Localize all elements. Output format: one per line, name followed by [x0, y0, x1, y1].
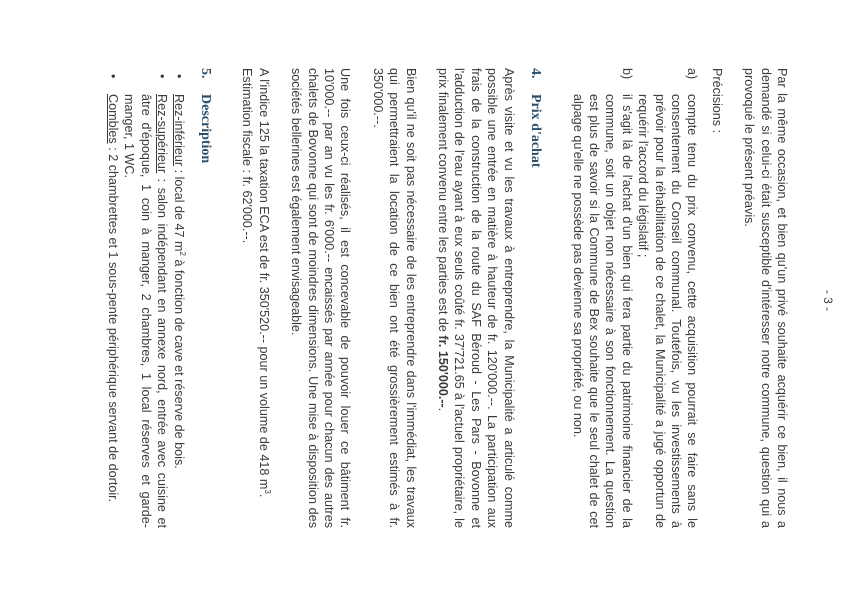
list-marker: a) — [685, 68, 700, 80]
floor-text: : 2 chambrettes et 1 sous-pente périphérique servant de dortoir. — [106, 143, 120, 503]
list-item — [170, 74, 187, 528]
list-item — [635, 68, 701, 528]
list-item-text: compte tenu du prix convenu, cette acquisition pourrait se faire sans le consentement du Conseil communal. Toutefois, vu les investissements à prévoir pour la réhabilitation de ce chalet, la Municipalité a jugé opportun de requérir l'accord du législatif ; — [636, 94, 700, 528]
list-item — [569, 68, 635, 528]
floor-text-end: à fonction de cave et réserve de bois. — [171, 255, 186, 469]
eca-exponent: 3 — [263, 489, 273, 494]
page-number: - 3 - — [821, 289, 835, 312]
list-item — [105, 74, 121, 528]
section-title: Prix d'achat — [528, 94, 544, 168]
fiscal-line: Estimation fiscale : fr. 62'000.--. — [240, 68, 255, 244]
floor-text: : salon indépendant en annexe nord, entrée avec cuisine et âtre d'époque, 1 coin à manger, 2 chambres, 1 local réserves et garde-manger, 1 WC. — [122, 94, 170, 528]
floor-label: Combles — [106, 94, 120, 144]
works-paragraph: Bien qu'il ne soit pas nécessaire de les entreprendre dans l'immédiat, les travaux qui permettraient la location de ce bien ont été grossièrement estimés à fr. 350'000.--. — [370, 68, 418, 528]
section-5-heading — [197, 68, 213, 528]
eca-text: A l'indice 125 la taxation ECA est de fr. 350'520.-- pour un volume de 418 m — [256, 68, 271, 490]
floor-label: Rez-supérieur — [155, 94, 170, 174]
intro-paragraph: Par la même occasion, et bien qu'un privé souhaite acquérir ce bien, il nous a demandé si celui-ci était susceptible d'intéresser notre commune, question qui a provoqué le présent préavis. — [742, 68, 789, 528]
list-item — [121, 74, 170, 528]
price-paragraph — [435, 68, 517, 528]
price-suffix: . — [436, 407, 451, 412]
bullet-icon: • — [106, 74, 120, 79]
page-content — [105, 68, 790, 528]
bullet-icon: • — [155, 74, 170, 79]
section-number: 4. — [528, 68, 544, 79]
eca-line — [255, 68, 271, 528]
section-4-heading — [527, 68, 543, 528]
description-list — [105, 68, 187, 528]
price-paragraph-text: Après visite et vu les travaux à entreprendre, la Municipalité a articulé comme possible une entrée en matière à hauteur de fr. 120'000.--. La participation aux frais de la construction de la route du SAF Béroud - Les Pars - Bovonne et l'adduction de l'eau ayant à eux seuls coûté fr. 37'721.65 à l'actuel propriétaire, le prix finalement convenu entre les parties est de — [436, 68, 516, 528]
bullet-icon: • — [171, 74, 186, 79]
purchase-price: fr. 150'000.-- — [436, 335, 451, 408]
precisions-label: Précisions : — [709, 68, 724, 134]
eca-end: . — [256, 493, 271, 498]
section-title: Description — [198, 94, 214, 164]
floor-label: Rez-inférieur — [171, 94, 186, 167]
area-exponent: 2 — [177, 251, 187, 256]
list-marker: b) — [619, 68, 634, 80]
floor-text: : local de 47 m — [171, 166, 186, 252]
precisions-list — [569, 68, 700, 528]
rental-paragraph: Une fois ceux-ci réalisés, il est concevable de pouvoir louer ce bâtiment fr. 10'000.-- par an vu les fr. 6'000.-- encaissés par année pour chacun des autres chalets de Bovonne qui sont de moindres dimensions. Une mise à disposition des sociétés bellerines est également envisageable. — [289, 68, 353, 528]
list-item-text: il s'agit là de l'achat d'un bien qui fera partie du patrimoine financier de la commune, soit un objet non nécessaire à son fonctionnement. La question est plus de savoir si la Commune de Bex souhaite que le seul chalet de cet alpage qu'elle ne possède pas devienne sa propriété, ou non. — [570, 94, 634, 528]
section-number: 5. — [198, 68, 214, 79]
